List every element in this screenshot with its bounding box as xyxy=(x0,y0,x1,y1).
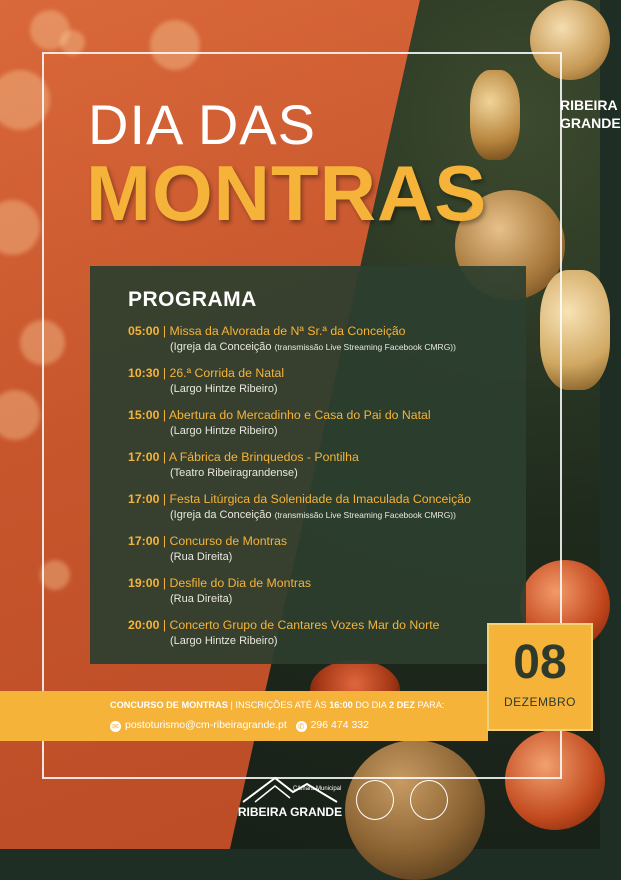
event-note: (transmissão Live Streaming Facebook CMRG)) xyxy=(274,510,456,520)
phone-icon: ✆ xyxy=(296,721,307,732)
event-time: 10:30 xyxy=(128,366,160,380)
event-time: 05:00 xyxy=(128,324,160,338)
event-title: Festa Litúrgica da Solenidade da Imaculada Conceição xyxy=(169,492,471,506)
contact-line xyxy=(110,719,369,732)
registration-text: CONCURSO DE MONTRAS | INSCRIÇÕES ATÉ ÀS 16:00 DO DIA 2 DEZ PARA: xyxy=(110,700,445,710)
event-location: (Teatro Ribeiragrandense) xyxy=(170,467,298,479)
event-title: Missa da Alvorada de Nª Sr.ª da Conceição xyxy=(169,324,406,338)
event-item: 20:00 | Concerto Grupo de Cantares Vozes Mar do Norte (Largo Hintze Ribeiro) xyxy=(128,618,440,647)
event-location: (Igreja da Conceição xyxy=(170,341,272,353)
event-title: Concerto Grupo de Cantares Vozes Mar do Norte xyxy=(169,618,440,632)
event-location: (Largo Hintze Ribeiro) xyxy=(170,383,278,395)
title-line-1: DIA DAS xyxy=(88,93,316,156)
event-title: Abertura do Mercadinho e Casa do Pai do Natal xyxy=(168,408,431,422)
coat-of-arms-icon xyxy=(410,780,448,820)
event-title: Desfile do Dia de Montras xyxy=(169,576,311,590)
event-location: (Rua Direita) xyxy=(170,593,233,605)
date-month: DEZEMBRO xyxy=(503,695,576,709)
phone-link[interactable]: 296 474 332 xyxy=(310,719,369,731)
logo-title: RIBEIRA GRANDE xyxy=(237,805,343,819)
event-time: 17:00 xyxy=(128,492,160,506)
program-heading: PROGRAMA xyxy=(128,288,257,311)
event-location: (Largo Hintze Ribeiro) xyxy=(170,635,278,647)
event-item: 19:00 | Desfile do Dia de Montras (Rua Direita) xyxy=(128,576,311,605)
event-title: A Fábrica de Brinquedos - Pontilha xyxy=(168,450,359,464)
title-line-2: MONTRAS xyxy=(86,149,488,237)
event-item: 17:00 | A Fábrica de Brinquedos - Pontilha (Teatro Ribeiragrandense) xyxy=(128,450,359,479)
logo-subtitle: Câmara Municipal xyxy=(293,786,342,792)
municipal-seal-icon xyxy=(356,780,394,820)
event-note: (transmissão Live Streaming Facebook CMRG)) xyxy=(274,342,456,352)
event-time: 17:00 xyxy=(128,534,160,548)
email-link[interactable]: postoturismo@cm-ribeiragrande.pt xyxy=(125,719,287,731)
date-badge xyxy=(487,623,593,731)
municipality-logo xyxy=(235,772,345,822)
program-panel xyxy=(90,266,526,664)
event-list xyxy=(128,324,523,660)
event-title: Concurso de Montras xyxy=(169,534,288,548)
date-day: 08 xyxy=(513,636,567,689)
event-title: 26.ª Corrida de Natal xyxy=(169,366,285,380)
event-item: 17:00 | Festa Litúrgica da Solenidade da Imaculada Conceição (Igreja da Conceição (transmissão Live Streaming Facebook CMRG)) xyxy=(128,492,471,521)
event-item: 15:00 | Abertura do Mercadinho e Casa do Pai do Natal (Largo Hintze Ribeiro) xyxy=(128,408,431,437)
event-location: (Largo Hintze Ribeiro) xyxy=(170,425,278,437)
event-item: 17:00 | Concurso de Montras (Rua Direita) xyxy=(128,534,288,563)
event-location: (Igreja da Conceição xyxy=(170,509,272,521)
email-icon: ✉ xyxy=(110,721,121,732)
event-location: (Rua Direita) xyxy=(170,551,233,563)
registration-info-bar xyxy=(0,691,488,741)
event-time: 19:00 xyxy=(128,576,160,590)
brand-corner-text: RIBEIRA GRANDE xyxy=(560,97,621,131)
event-time: 17:00 xyxy=(128,450,160,464)
event-time: 20:00 xyxy=(128,618,160,632)
event-time: 15:00 xyxy=(128,408,160,422)
event-item: 05:00 | Missa da Alvorada de Nª Sr.ª da Conceição (Igreja da Conceição (transmissão Live Streaming Facebook CMRG)) xyxy=(128,324,456,353)
event-item: 10:30 | 26.ª Corrida de Natal (Largo Hintze Ribeiro) xyxy=(128,366,285,395)
